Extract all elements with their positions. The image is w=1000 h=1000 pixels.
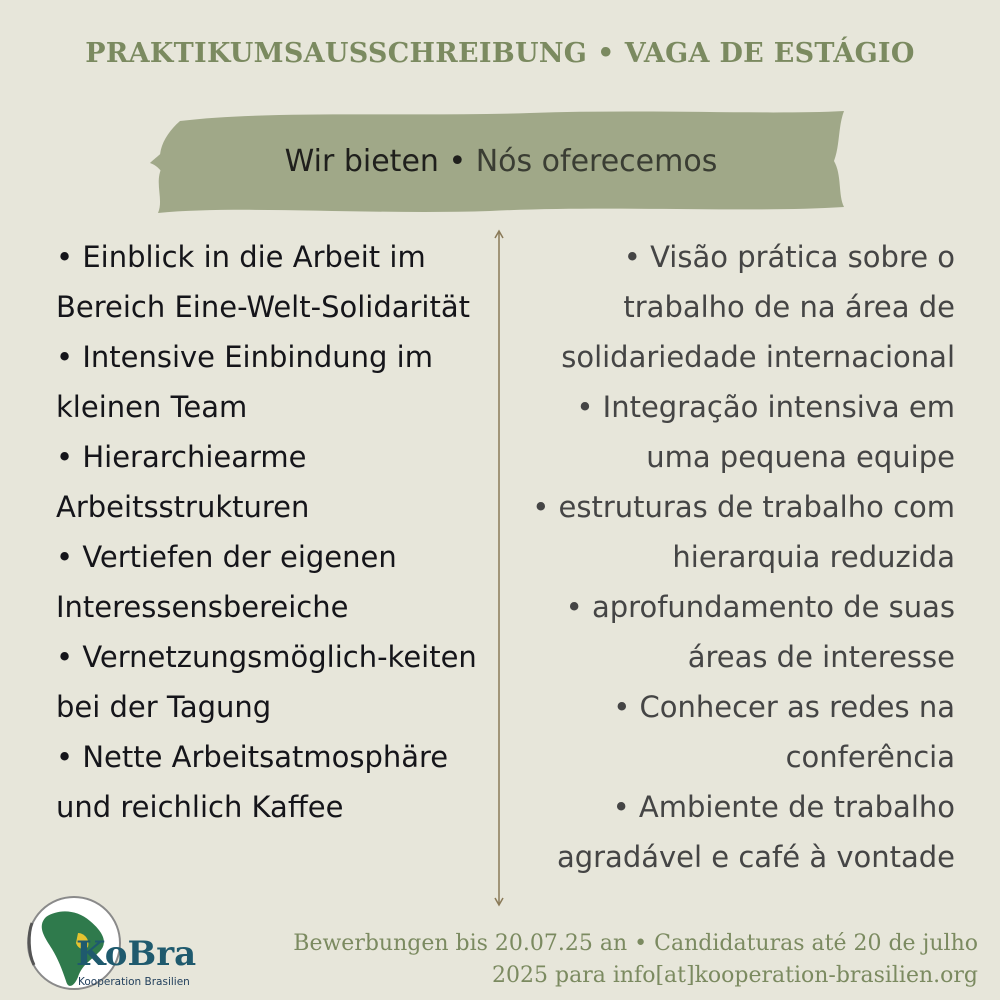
banner-label-portuguese: Nós oferecemos	[475, 143, 718, 179]
logo-subtitle: Kooperation Brasilien	[78, 976, 190, 988]
section-banner	[150, 105, 852, 217]
list-item: • Visão prática sobre o trabalho de na área de solidariedade internacional	[561, 240, 955, 374]
banner-separator: •	[448, 143, 467, 179]
footer-line-1: Bewerbungen bis 20.07.25 an • Candidaturas até 20 de julho	[293, 931, 978, 956]
column-divider	[489, 228, 509, 908]
list-item: • Nette Arbeitsatmosphäre und reichlich Kaffee	[56, 740, 449, 824]
banner-label-german: Wir bieten	[284, 143, 439, 179]
page-title	[0, 38, 1000, 69]
kobra-logo	[18, 893, 218, 993]
banner-label	[150, 105, 852, 217]
list-item: • Hierarchiearme Arbeitsstrukturen	[56, 440, 310, 524]
title-separator: •	[597, 38, 615, 69]
list-item: • Conhecer as redes na conferência	[613, 690, 955, 774]
list-item: • Einblick in die Arbeit im Bereich Eine-Welt-Solidarität	[56, 240, 471, 324]
offers-list-portuguese	[515, 232, 955, 882]
title-german: PRAKTIKUMSAUSSCHREIBUNG	[85, 38, 588, 69]
list-item: • Integração intensiva em uma pequena equipe	[576, 390, 955, 474]
list-item: • estruturas de trabalho com hierarquia reduzida	[532, 490, 955, 574]
offers-list-german	[56, 232, 481, 832]
list-item: • Ambiente de trabalho agradável e café à vontade	[556, 790, 955, 874]
list-item: • Intensive Einbindung im kleinen Team	[56, 340, 433, 424]
footer-line-2: 2025 para info[at]kooperation-brasilien.org	[492, 963, 978, 988]
logo-wordmark: KoBra	[76, 934, 197, 974]
title-portuguese: VAGA DE ESTÁGIO	[624, 38, 915, 69]
list-item: • Vernetzungsmöglich-keiten bei der Tagung	[56, 640, 477, 724]
list-item: • aprofundamento de suas áreas de interesse	[565, 590, 955, 674]
list-item: • Vertiefen der eigenen Interessensbereiche	[56, 540, 397, 624]
application-info	[236, 928, 978, 992]
